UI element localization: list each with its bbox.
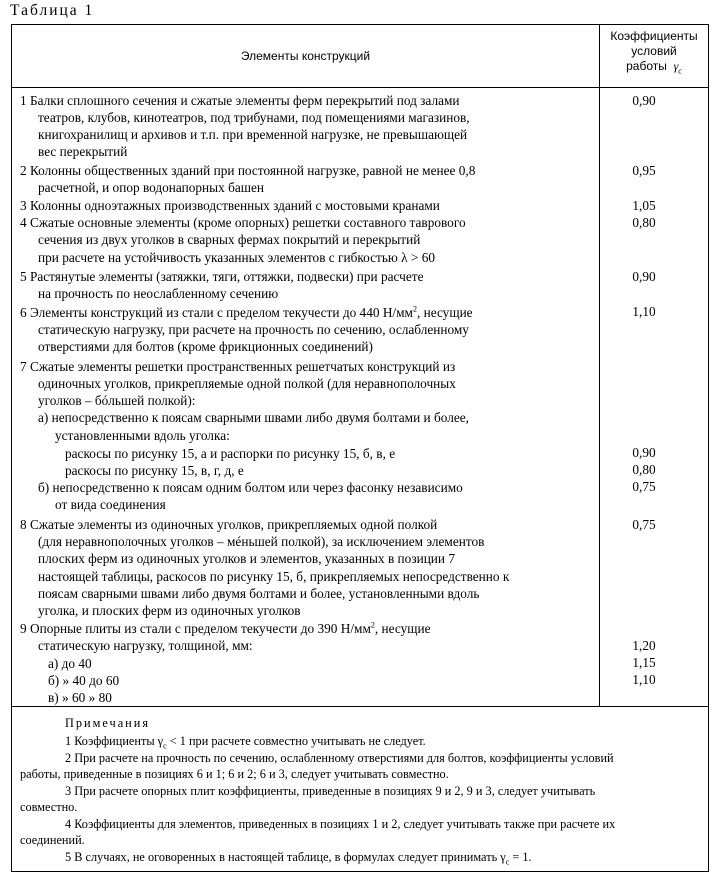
row7-value-b: 0,80 <box>632 462 656 477</box>
row6-line1-sup: 2 <box>412 304 417 314</box>
note-1-sub: c <box>163 741 167 751</box>
header-coef-line3 <box>599 59 709 74</box>
row6-line3: отверстиями для болтов (кроме фрикционных соединений) <box>38 339 373 354</box>
note-4-line1: 4 Коэффициенты для элементов, приведенных в позициях 1 и 2, следует учитывать также при расчете их <box>65 817 616 831</box>
row2-line2: расчетной, и опор водонапорных башен <box>38 180 265 195</box>
row7-line9: от вида соединения <box>55 497 166 512</box>
note-2-line2: работы, приведенные в позициях 6 и 1; 6 и 2; 6 и 3, следует учитывать совместно. <box>20 767 449 781</box>
row4-value: 0,80 <box>632 215 656 230</box>
row8-line2: (для неравнополочных уголков – мéньшей полкой), за исключением элементов <box>38 534 485 549</box>
row9-value-c: 1,10 <box>632 672 656 687</box>
header-divider <box>12 87 708 88</box>
row9-value-b: 1,15 <box>632 655 656 670</box>
note-2-line1: 2 При расчете на прочность по сечению, ослабленному отверстиями для болтов, коэффициенты условий <box>65 751 614 765</box>
table-title: Таблица 1 <box>10 2 95 19</box>
row7-line1: 7 Сжатые элементы решетки пространственных решетчатых конструкций из <box>20 359 456 374</box>
row8-value: 0,75 <box>632 517 656 532</box>
column-divider <box>599 25 600 706</box>
row2-line1: 2 Колонны общественных зданий при постоянной нагрузке, равной не менее 0,8 <box>20 163 476 178</box>
row9-line1-text: 9 Опорные плиты из стали с пределом текучести до 390 Н/мм <box>20 621 371 636</box>
row1-line2: театров, клубов, кинотеатров, под трибунами, под помещениями магазинов, <box>38 110 470 125</box>
note-1 <box>65 733 426 749</box>
row4-line1: 4 Сжатые основные элементы (кроме опорных) решетки составного таврового <box>20 215 466 230</box>
header-coef-sub: c <box>678 66 682 76</box>
row6-line1-text: 6 Элементы конструкций из стали с пределом текучести до 440 Н/мм <box>20 305 413 320</box>
header-coef-line2: условий <box>631 44 677 58</box>
header-elements: Элементы конструкций <box>240 49 371 63</box>
row8-line1: 8 Сжатые элементы из одиночных уголков, прикрепляемых одной полкой <box>20 517 438 532</box>
note-1-tail: < 1 при расчете совместно учитывать не следует. <box>166 734 426 748</box>
row9-line5: в) » 60 » 80 <box>48 690 112 705</box>
row9-line1-sup: 2 <box>370 620 375 630</box>
row1-value: 0,90 <box>632 93 656 108</box>
row4-line2: сечения из двух уголков в сварных фермах покрытий и перекрытий <box>38 232 421 247</box>
note-1-text: 1 Коэффициенты γ <box>65 734 164 748</box>
coefficients-table <box>11 24 709 872</box>
note-3-line2: совместно. <box>20 800 78 814</box>
row7-line2: одиночных уголков, прикрепляемые одной полкой (для неравнополочных <box>38 376 456 391</box>
row7-line8: б) непосредственно к поясам одним болтом или через фасонку независимо <box>38 480 463 495</box>
note-5-text: 5 В случаях, не оговоренных в настоящей таблице, в формулах следует принимать γ <box>65 850 506 864</box>
row6-line1 <box>20 304 473 321</box>
row6-line2: статическую нагрузку, при расчете на прочность по сечению, ослабленному <box>38 322 469 337</box>
row7-line5: установленными вдоль уголка: <box>55 428 230 443</box>
note-5 <box>65 849 532 865</box>
note-5-sub: c <box>505 857 510 867</box>
row1-line3: книгохранилищ и архивов и т.п. при временной нагрузке, не превышающей <box>38 127 468 142</box>
row9-line3: а) до 40 <box>48 656 92 671</box>
row8-line6: уголка, и плоских ферм из одиночных уголков <box>38 603 301 618</box>
row8-line5: поясам сварными швами либо двумя болтами и более, установленными вдоль <box>38 586 480 601</box>
row7-value-c: 0,75 <box>632 479 656 494</box>
row8-line4: настоящей таблицы, раскосов по рисунку 15, б, прикрепляемых непосредственно к <box>38 569 510 584</box>
row7-line4: а) непосредственно к поясам сварными швами либо двумя болтами и более, <box>38 410 469 425</box>
row1-line1: 1 Балки сплошного сечения и сжатые элементы ферм перекрытий под залами <box>20 93 460 108</box>
row6-value: 1,10 <box>632 304 656 319</box>
row6-line1-tail: , несущие <box>416 305 473 320</box>
row8-line3: плоских ферм из одиночных уголков и элементов, указанных в позиции 7 <box>38 551 456 566</box>
row7-line7: раскосы по рисунку 15, в, г, д, е <box>65 463 244 478</box>
header-coef-line1: Коэффициенты <box>610 29 698 43</box>
notes-heading: Примечания <box>65 716 151 730</box>
row3-value: 1,05 <box>632 198 656 213</box>
row5-line2: на прочность по неослабленному сечению <box>38 286 279 301</box>
row9-line4: б) » 40 до 60 <box>48 673 120 688</box>
header-coef-symbol: γ <box>673 59 679 73</box>
note-3-line1: 3 При расчете опорных плит коэффициенты, приведенные в позициях 9 и 2, 9 и 3, следует учитывать <box>65 784 596 798</box>
row1-line4: вес перекрытий <box>38 144 128 159</box>
row9-line1 <box>20 620 431 637</box>
row9-line1-tail: , несущие <box>374 621 431 636</box>
row5-value: 0,90 <box>632 269 656 284</box>
row4-line3: при расчете на устойчивость указанных элементов с гибкостью λ > 60 <box>38 250 436 265</box>
note-4-line2: соединений. <box>20 833 85 847</box>
header-coefficients <box>599 29 709 74</box>
row7-line6: раскосы по рисунку 15, а и распорки по рисунку 15, б, в, е <box>65 446 396 461</box>
row9-line2: статическую нагрузку, толщиной, мм: <box>38 638 253 653</box>
row2-value: 0,95 <box>632 163 656 178</box>
row7-line3: уголков – бóльшей полкой): <box>38 393 196 408</box>
note-5-tail: = 1. <box>509 850 532 864</box>
row7-value-a: 0,90 <box>632 445 656 460</box>
notes-divider <box>12 706 708 707</box>
row5-line1: 5 Растянутые элементы (затяжки, тяги, оттяжки, подвески) при расчете <box>20 269 424 284</box>
row3-line1: 3 Колонны одноэтажных производственных зданий с мостовыми кранами <box>20 198 440 213</box>
header-coef-word: работы <box>626 59 667 73</box>
row9-value-a: 1,20 <box>632 638 656 653</box>
